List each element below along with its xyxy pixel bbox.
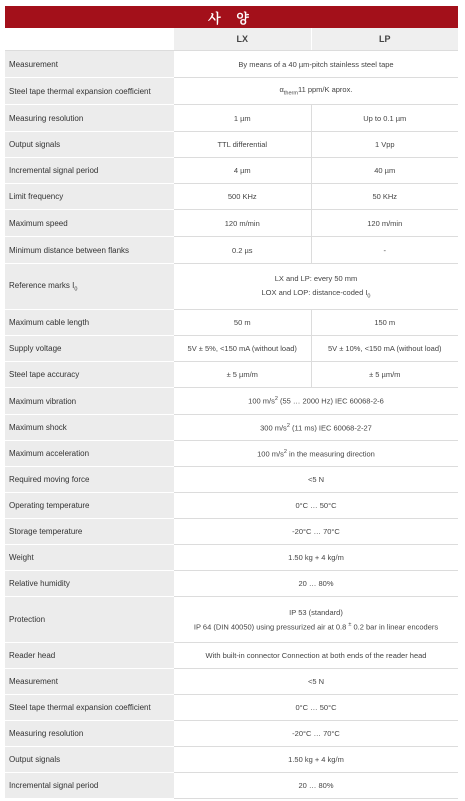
spec-row bbox=[5, 237, 458, 264]
row-value: 20 … 80% bbox=[174, 571, 458, 597]
row-value: <5 N bbox=[174, 669, 458, 695]
row-label: Relative humidity bbox=[5, 571, 174, 597]
spec-row bbox=[5, 78, 458, 105]
lp-value: 1 Vpp bbox=[311, 132, 458, 158]
spec-row bbox=[5, 441, 458, 467]
row-label: Incremental signal period bbox=[5, 773, 174, 799]
spec-row bbox=[5, 695, 458, 721]
spec-row bbox=[5, 669, 458, 695]
row-label: Maximum shock bbox=[5, 415, 174, 441]
row-label: Storage temperature bbox=[5, 519, 174, 545]
row-label: Steel tape thermal expansion coefficient bbox=[5, 695, 174, 721]
row-label: Operating temperature bbox=[5, 493, 174, 519]
spec-row bbox=[5, 571, 458, 597]
row-label: Maximum cable length bbox=[5, 310, 174, 336]
row-value: 1.50 kg + 4 kg/m bbox=[174, 545, 458, 571]
row-value: 300 $m/s^2$ (11 ms) IEC 60068-2-27 bbox=[174, 415, 458, 441]
lp-value: 150 m bbox=[311, 310, 458, 336]
header-lp: LP bbox=[311, 28, 458, 51]
spec-row bbox=[5, 362, 458, 388]
row-label: Measurement bbox=[5, 669, 174, 695]
lx-value: 0.2 µs bbox=[174, 237, 311, 264]
row-label: Maximum acceleration bbox=[5, 441, 174, 467]
spec-row bbox=[5, 467, 458, 493]
spec-row bbox=[5, 336, 458, 362]
lp-value: 120 m/min bbox=[311, 210, 458, 237]
spec-row bbox=[5, 388, 458, 415]
spec-row bbox=[5, 264, 458, 310]
spec-row bbox=[5, 597, 458, 643]
spec-row bbox=[5, 519, 458, 545]
row-label: Maximum speed bbox=[5, 210, 174, 237]
row-label: Weight bbox=[5, 545, 174, 571]
row-label: Output signals bbox=[5, 747, 174, 773]
row-value: LX and LP: every 50 mm LOX and LOP: distance-coded $I_0$ bbox=[174, 264, 458, 310]
lx-value: 1 µm bbox=[174, 105, 311, 132]
spec-row bbox=[5, 210, 458, 237]
row-value: $\alpha_{therm}11$ ppm/K aprox. bbox=[174, 78, 458, 105]
row-label: Supply voltage bbox=[5, 336, 174, 362]
row-label: Minimum distance between flanks bbox=[5, 237, 174, 264]
row-value: IP 53 (standard) IP 64 (DIN 40050) using pressurized air at 0.8 ± 0.2 bar in linear encoders bbox=[174, 597, 458, 643]
lx-value: 5V ± 5%, <150 mA (without load) bbox=[174, 336, 311, 362]
spec-row bbox=[5, 545, 458, 571]
spec-row bbox=[5, 310, 458, 336]
header-blank-cell bbox=[5, 28, 174, 51]
row-label: Steel tape accuracy bbox=[5, 362, 174, 388]
lx-value: 4 µm bbox=[174, 158, 311, 184]
spec-title-bar: 사 양 bbox=[5, 6, 458, 28]
spec-row bbox=[5, 132, 458, 158]
lp-value: 50 KHz bbox=[311, 184, 458, 210]
spec-row bbox=[5, 493, 458, 519]
row-value: -20°C … 70°C bbox=[174, 519, 458, 545]
row-value: 0°C … 50°C bbox=[174, 695, 458, 721]
row-label: Maximum vibration bbox=[5, 388, 174, 415]
lx-value: 500 KHz bbox=[174, 184, 311, 210]
spec-row bbox=[5, 105, 458, 132]
lp-value: - bbox=[311, 237, 458, 264]
spec-row bbox=[5, 51, 458, 78]
spec-table bbox=[5, 28, 458, 799]
lp-value: Up to 0.1 µm bbox=[311, 105, 458, 132]
header-lx: LX bbox=[174, 28, 311, 51]
row-value: 1.50 kg + 4 kg/m bbox=[174, 747, 458, 773]
row-label: Limit frequency bbox=[5, 184, 174, 210]
lx-value: TTL differential bbox=[174, 132, 311, 158]
row-value: 20 … 80% bbox=[174, 773, 458, 799]
row-label: Measurement bbox=[5, 51, 174, 78]
row-label: Incremental signal period bbox=[5, 158, 174, 184]
row-value: With built-in connector Connection at both ends of the reader head bbox=[174, 643, 458, 669]
row-value: 0°C … 50°C bbox=[174, 493, 458, 519]
row-label: Reader head bbox=[5, 643, 174, 669]
row-label: Output signals bbox=[5, 132, 174, 158]
spec-row bbox=[5, 158, 458, 184]
lp-value: 5V ± 10%, <150 mA (without load) bbox=[311, 336, 458, 362]
lp-value: ± 5 µm/m bbox=[311, 362, 458, 388]
spec-row bbox=[5, 773, 458, 799]
row-label: Reference marks $I_0$ bbox=[5, 264, 174, 310]
row-label: Protection bbox=[5, 597, 174, 643]
row-value: 100 $m/s^2$ in the measuring direction bbox=[174, 441, 458, 467]
row-label: Measuring resolution bbox=[5, 721, 174, 747]
row-label: Steel tape thermal expansion coefficient bbox=[5, 78, 174, 105]
row-value: -20°C … 70°C bbox=[174, 721, 458, 747]
lx-value: ± 5 µm/m bbox=[174, 362, 311, 388]
row-label: Measuring resolution bbox=[5, 105, 174, 132]
spec-row bbox=[5, 747, 458, 773]
spec-row bbox=[5, 184, 458, 210]
spec-row bbox=[5, 643, 458, 669]
spec-header-row bbox=[5, 28, 458, 51]
row-value: By means of a 40 µm-pitch stainless steel tape bbox=[174, 51, 458, 78]
lx-value: 50 m bbox=[174, 310, 311, 336]
spec-row bbox=[5, 415, 458, 441]
row-value: <5 N bbox=[174, 467, 458, 493]
spec-row bbox=[5, 721, 458, 747]
row-label: Required moving force bbox=[5, 467, 174, 493]
row-value: 100 $m/s^2$ (55 … 2000 Hz) IEC 60068-2-6 bbox=[174, 388, 458, 415]
lx-value: 120 m/min bbox=[174, 210, 311, 237]
lp-value: 40 µm bbox=[311, 158, 458, 184]
